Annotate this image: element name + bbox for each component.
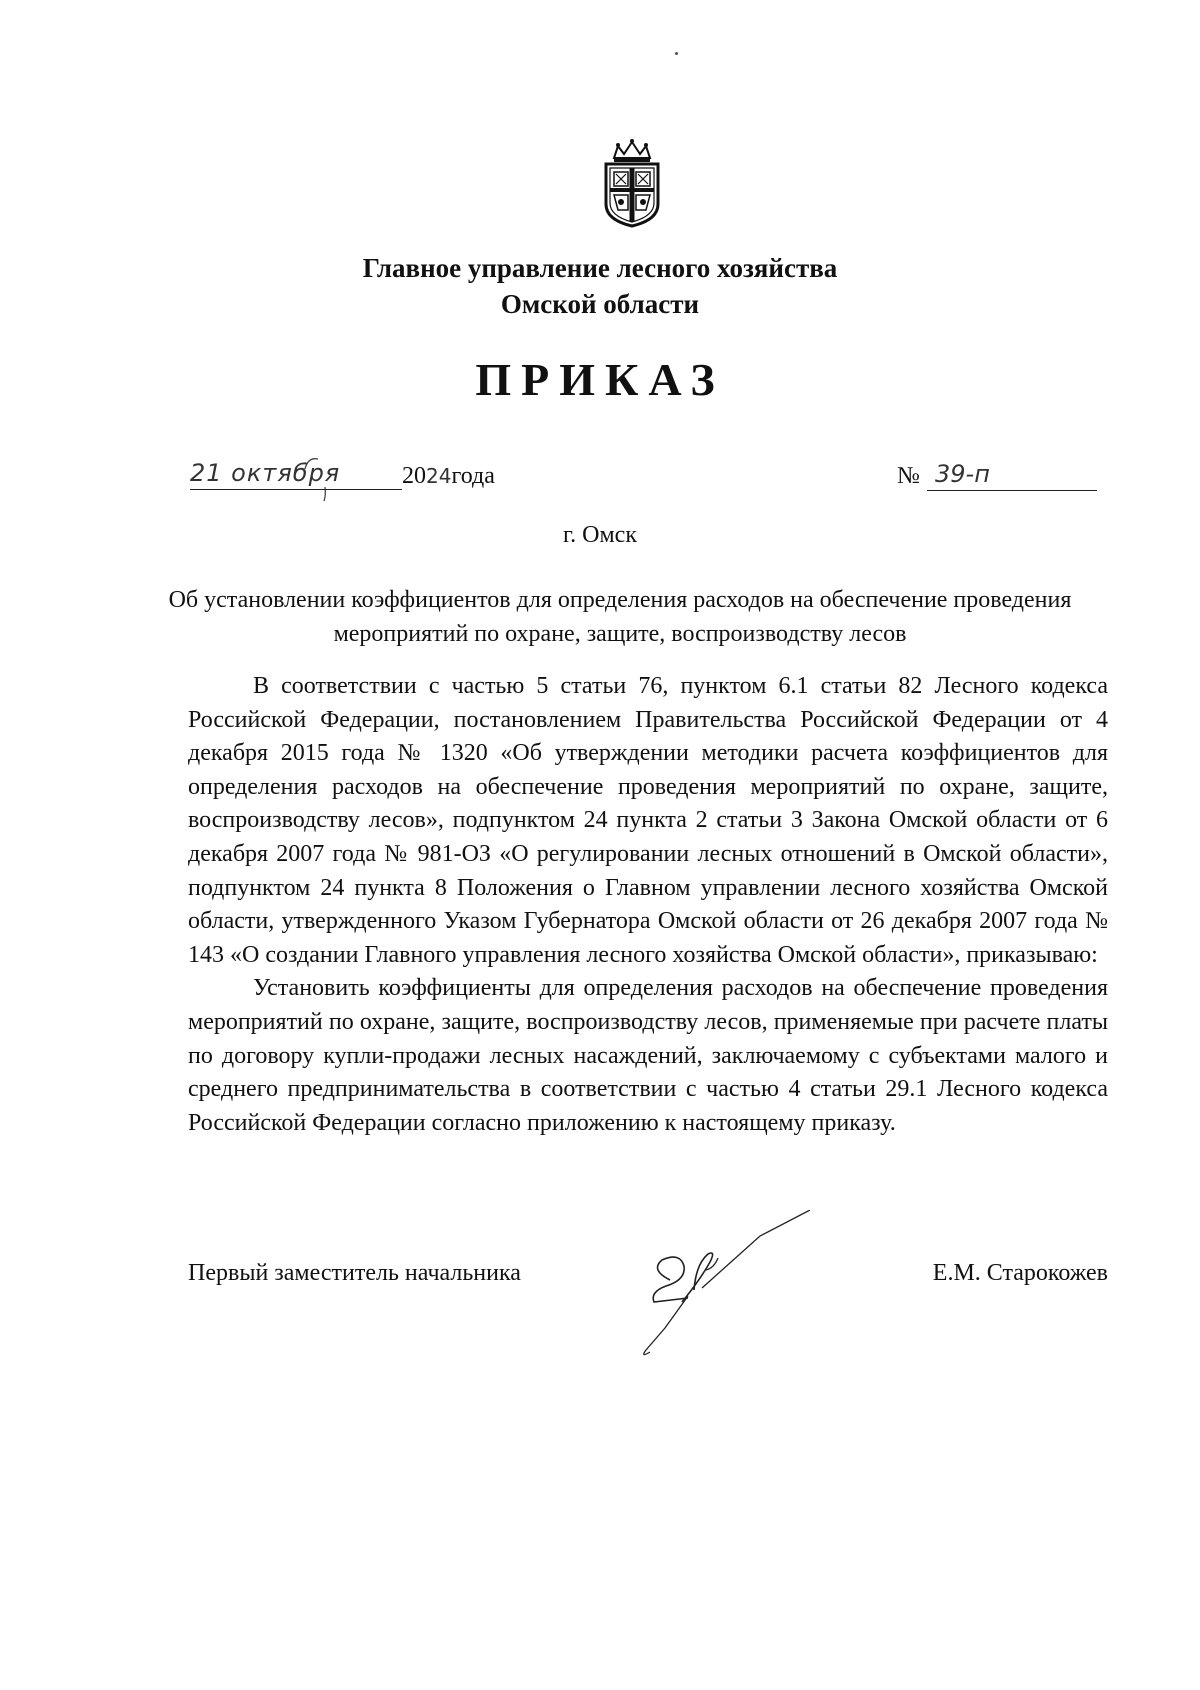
number-sign: №	[897, 463, 920, 489]
handwritten-signature-icon	[610, 1210, 840, 1360]
body-paragraph-1: В соответствии с частью 5 статьи 76, пунктом 6.1 статьи 82 Лесного кодекса Российской Федерации, постановлением Правительства Российской Федерации от 4 декабря 2015 года № 1320 «Об утверждении методики расчета коэффициентов для определения расходов на обеспечение проведения мероприятий по охране, защите, воспроизводству лесов», подпунктом 24 пункта 2 статьи 3 Закона Омской области от 6 декабря 2007 года № 981-ОЗ «О регулировании лесных отношений в Омской области», подпунктом 24 пункта 8 Положения о Главном управлении лесного хозяйства Омской области, утвержденного Указом Губернатора Омской области от 26 декабря 2007 года № 143 «О создании Главного управления лесного хозяйства Омской области», приказываю:	[188, 673, 1108, 968]
handwritten-date: 21 октября	[190, 459, 341, 487]
scan-speck	[675, 52, 678, 55]
handwritten-year: 24	[426, 464, 452, 488]
document-date	[190, 457, 520, 497]
body-paragraph-2: Установить коэффициенты для определения расходов на обеспечение проведения мероприятий по охране, защите, воспроизводству лесов, применяемые при расчете платы по договору купли-продажи лесных насаждений, заключаемому с субъектами малого и среднего предпринимательства в соответствии с частью 4 статьи 29.1 Лесного кодекса Российской Федерации согласно приложению к настоящему приказу.	[188, 975, 1108, 1136]
organization-name-line-1: Главное управление лесного хозяйства	[362, 253, 838, 283]
signer-position: Первый заместитель начальника	[188, 1260, 521, 1286]
document-city: г. Омск	[563, 522, 637, 548]
document-year	[402, 461, 495, 491]
document-type-title: ПРИКАЗ	[475, 354, 725, 405]
document-number	[897, 461, 1107, 501]
signer-name: Е.М. Старокожев	[932, 1260, 1108, 1286]
organization-name-line-2: Омской области	[500, 289, 700, 319]
year-suffix: года	[451, 463, 495, 489]
number-underline	[927, 490, 1097, 491]
document-subject: Об установлении коэффициентов для определения расходов на обеспечение проведения мероприятий по охране, защите, воспроизводству лесов	[168, 587, 1072, 647]
document-body	[188, 670, 1108, 1140]
handwritten-number: 39-п	[935, 460, 990, 488]
date-underline	[190, 489, 402, 490]
year-prefix: 20	[402, 463, 426, 489]
coat-of-arms-icon	[600, 138, 664, 228]
